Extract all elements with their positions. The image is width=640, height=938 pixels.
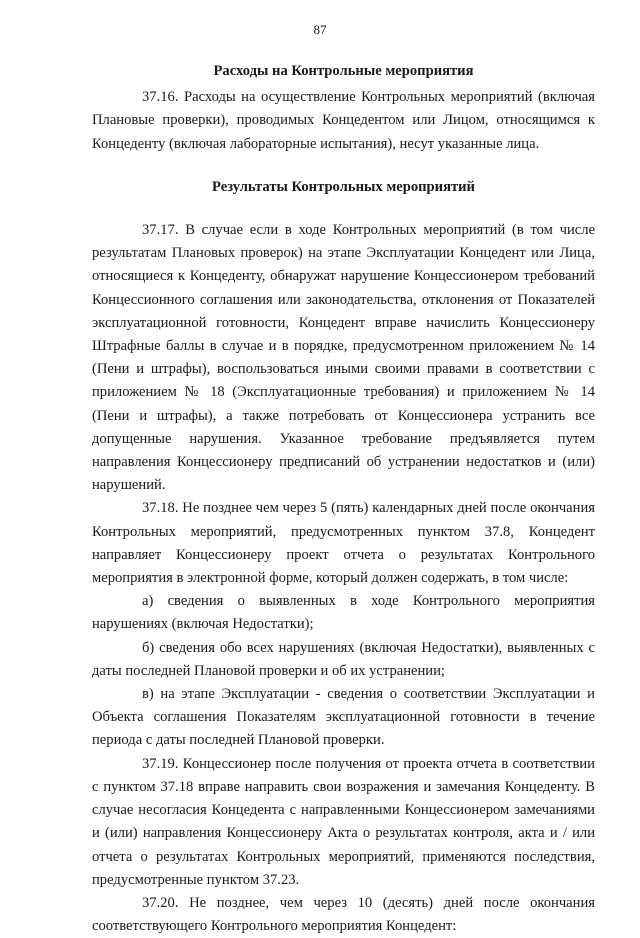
list-item-b: б) сведения обо всех нарушениях (включая Недостатки), выявленных с даты последней Плановой проверки и об их устранении;: [92, 639, 595, 679]
list-item-v: в) на этапе Эксплуатации - сведения о соответствии Эксплуатации и Объекта соглашения Показателям эксплуатационной готовности в течение периода с даты последней Плановой проверки.: [92, 686, 595, 749]
paragraph-37-17: 37.17. В случае если в ходе Контрольных мероприятий (в том числе результатам Плановых проверок) на этапе Эксплуатации Концедент или Лица, относящиеся к Концеденту, обнаружат нарушение Концессионером требований Концессионного соглашения или законодательства, отклонения от Показателей эксплуатационной готовности, Концедент вправе начислить Концессионеру Штрафные баллы в случае и в порядке, предусмотренном приложением № 14 (Пени и штрафы), воспользоваться иными своими правами в соответствии с приложением № 18 (Эксплуатационные требования) и приложением № 14 (Пени и штрафы), а также потребовать от Концессионера устранить все допущенные нарушения. Указанное требование предъявляется путем направления Концессионеру предписаний об устранении недостатков и (или) нарушений.: [92, 222, 595, 494]
list-item-a: а) сведения о выявленных в ходе Контрольного мероприятия нарушениях (включая Недостатки);: [92, 593, 595, 633]
paragraph-37-19: 37.19. Концессионер после получения от проекта отчета в соответствии с пунктом 37.18 вправе направить свои возражения и замечания Концеденту. В случае несогласия Концедента с направленными Концессионером замечаниями и (или) направления Концессионеру Акта о результатах контроля, акта и / или отчета о результатах Контрольных мероприятий, применяются последствия, предусмотренные пунктом 37.23.: [92, 755, 595, 888]
paragraph-37-18: 37.18. Не позднее чем через 5 (пять) календарных дней после окончания Контрольных мероприятий, предусмотренных пунктом 37.8, Концедент направляет Концессионеру проект отчета о результатах Контрольного мероприятия в электронной форме, который должен содержать, в том числе:: [92, 500, 595, 587]
page-number: 87: [313, 22, 327, 37]
section-heading-results: Результаты Контрольных мероприятий: [212, 178, 475, 195]
page-content: [92, 60, 595, 938]
section-heading-costs: Расходы на Контрольные мероприятия: [213, 63, 474, 79]
paragraph-37-16: 37.16. Расходы на осуществление Контрольных мероприятий (включая Плановые проверки), проводимых Концедентом или Лицом, относящимся к Концеденту (включая лабораторные испытания), несут указанные лица.: [92, 89, 595, 152]
paragraph-37-20: 37.20. Не позднее, чем через 10 (десять) дней после окончания соответствующего Контрольного мероприятия Концедент:: [92, 894, 595, 935]
